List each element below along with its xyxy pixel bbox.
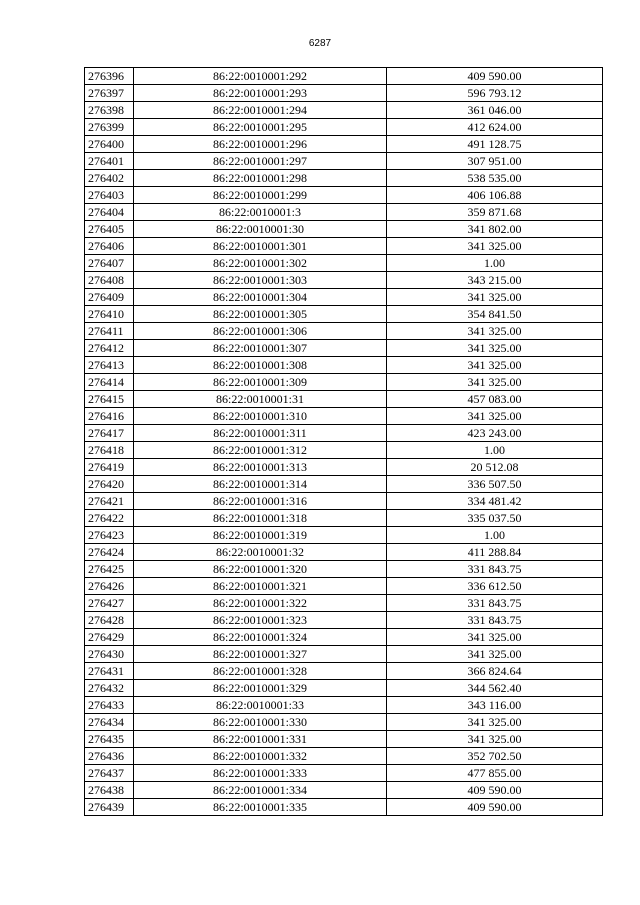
- cadastral-number-cell: 86:22:0010001:309: [134, 374, 387, 391]
- record-number-cell: 276430: [85, 646, 134, 663]
- record-number-cell: 276418: [85, 442, 134, 459]
- cadastral-number-cell: 86:22:0010001:32: [134, 544, 387, 561]
- cadastral-value-cell: 412 624.00: [387, 119, 603, 136]
- table-row: [85, 170, 603, 187]
- cadastral-number-cell: 86:22:0010001:311: [134, 425, 387, 442]
- cadastral-value-cell: 477 855.00: [387, 765, 603, 782]
- cadastral-value-cell: 341 325.00: [387, 357, 603, 374]
- record-number-cell: 276396: [85, 68, 134, 85]
- cadastral-number-cell: 86:22:0010001:313: [134, 459, 387, 476]
- page-number: 6287: [308, 38, 332, 49]
- table-row: [85, 680, 603, 697]
- cadastral-number-cell: 86:22:0010001:33: [134, 697, 387, 714]
- cadastral-value-cell: 341 325.00: [387, 408, 603, 425]
- table-row: [85, 119, 603, 136]
- cadastral-number-cell: 86:22:0010001:303: [134, 272, 387, 289]
- cadastral-number-cell: 86:22:0010001:320: [134, 561, 387, 578]
- cadastral-number-cell: 86:22:0010001:302: [134, 255, 387, 272]
- cadastral-number-cell: 86:22:0010001:295: [134, 119, 387, 136]
- cadastral-number-cell: 86:22:0010001:306: [134, 323, 387, 340]
- record-number-cell: 276437: [85, 765, 134, 782]
- record-number-cell: 276423: [85, 527, 134, 544]
- cadastral-value-cell: 1.00: [387, 255, 603, 272]
- table-row: [85, 153, 603, 170]
- record-number-cell: 276412: [85, 340, 134, 357]
- cadastral-value-cell: 359 871.68: [387, 204, 603, 221]
- record-number-cell: 276409: [85, 289, 134, 306]
- record-number-cell: 276400: [85, 136, 134, 153]
- table-row: [85, 476, 603, 493]
- cadastral-value-cell: 341 325.00: [387, 646, 603, 663]
- cadastral-number-cell: 86:22:0010001:321: [134, 578, 387, 595]
- table-row: [85, 493, 603, 510]
- record-number-cell: 276415: [85, 391, 134, 408]
- record-number-cell: 276417: [85, 425, 134, 442]
- cadastral-value-cell: 331 843.75: [387, 561, 603, 578]
- table-row: [85, 799, 603, 816]
- table-row: [85, 255, 603, 272]
- table-row: [85, 238, 603, 255]
- cadastral-value-cell: 341 325.00: [387, 238, 603, 255]
- record-number-cell: 276426: [85, 578, 134, 595]
- table-row: [85, 357, 603, 374]
- cadastral-value-cell: 341 325.00: [387, 323, 603, 340]
- cadastral-number-cell: 86:22:0010001:327: [134, 646, 387, 663]
- cadastral-value-cell: 20 512.08: [387, 459, 603, 476]
- cadastral-value-cell: 331 843.75: [387, 595, 603, 612]
- cadastral-number-cell: 86:22:0010001:304: [134, 289, 387, 306]
- record-number-cell: 276398: [85, 102, 134, 119]
- cadastral-number-cell: 86:22:0010001:323: [134, 612, 387, 629]
- table-row: [85, 340, 603, 357]
- table-row: [85, 306, 603, 323]
- record-number-cell: 276403: [85, 187, 134, 204]
- cadastral-value-cell: 409 590.00: [387, 799, 603, 816]
- cadastral-number-cell: 86:22:0010001:330: [134, 714, 387, 731]
- record-number-cell: 276432: [85, 680, 134, 697]
- cadastral-number-cell: 86:22:0010001:296: [134, 136, 387, 153]
- cadastral-value-cell: 335 037.50: [387, 510, 603, 527]
- cadastral-value-cell: 341 325.00: [387, 714, 603, 731]
- table-row: [85, 510, 603, 527]
- cadastral-number-cell: 86:22:0010001:299: [134, 187, 387, 204]
- table-row: [85, 221, 603, 238]
- table-row: [85, 731, 603, 748]
- record-number-cell: 276404: [85, 204, 134, 221]
- cadastral-number-cell: 86:22:0010001:331: [134, 731, 387, 748]
- record-number-cell: 276439: [85, 799, 134, 816]
- record-number-cell: 276413: [85, 357, 134, 374]
- table-row: [85, 527, 603, 544]
- cadastral-value-cell: 307 951.00: [387, 153, 603, 170]
- table-body: [85, 68, 603, 816]
- record-number-cell: 276411: [85, 323, 134, 340]
- cadastral-number-cell: 86:22:0010001:322: [134, 595, 387, 612]
- cadastral-number-cell: 86:22:0010001:316: [134, 493, 387, 510]
- cadastral-value-cell: 341 325.00: [387, 374, 603, 391]
- cadastral-value-cell: 334 481.42: [387, 493, 603, 510]
- table-row: [85, 102, 603, 119]
- table-row: [85, 391, 603, 408]
- cadastral-number-cell: 86:22:0010001:308: [134, 357, 387, 374]
- record-number-cell: 276433: [85, 697, 134, 714]
- table-row: [85, 408, 603, 425]
- cadastral-value-cell: 411 288.84: [387, 544, 603, 561]
- cadastral-number-cell: 86:22:0010001:31: [134, 391, 387, 408]
- cadastral-value-cell: 538 535.00: [387, 170, 603, 187]
- table-row: [85, 714, 603, 731]
- table-row: [85, 663, 603, 680]
- cadastral-value-cell: 341 325.00: [387, 340, 603, 357]
- table-row: [85, 578, 603, 595]
- cadastral-value-cell: 331 843.75: [387, 612, 603, 629]
- cadastral-value-cell: 596 793.12: [387, 85, 603, 102]
- record-number-cell: 276428: [85, 612, 134, 629]
- record-number-cell: 276419: [85, 459, 134, 476]
- cadastral-value-cell: 341 325.00: [387, 629, 603, 646]
- table-row: [85, 425, 603, 442]
- cadastral-number-cell: 86:22:0010001:314: [134, 476, 387, 493]
- cadastral-value-cell: 457 083.00: [387, 391, 603, 408]
- cadastral-value-cell: 341 325.00: [387, 289, 603, 306]
- record-number-cell: 276434: [85, 714, 134, 731]
- table-row: [85, 323, 603, 340]
- cadastral-number-cell: 86:22:0010001:312: [134, 442, 387, 459]
- table-row: [85, 85, 603, 102]
- record-number-cell: 276402: [85, 170, 134, 187]
- table-row: [85, 68, 603, 85]
- record-number-cell: 276422: [85, 510, 134, 527]
- cadastral-number-cell: 86:22:0010001:293: [134, 85, 387, 102]
- cadastral-number-cell: 86:22:0010001:328: [134, 663, 387, 680]
- record-number-cell: 276427: [85, 595, 134, 612]
- cadastral-value-cell: 343 116.00: [387, 697, 603, 714]
- table-row: [85, 544, 603, 561]
- cadastral-number-cell: 86:22:0010001:329: [134, 680, 387, 697]
- table-row: [85, 629, 603, 646]
- cadastral-value-cell: 409 590.00: [387, 782, 603, 799]
- cadastral-value-cell: 343 215.00: [387, 272, 603, 289]
- cadastral-value-cell: 409 590.00: [387, 68, 603, 85]
- cadastral-number-cell: 86:22:0010001:307: [134, 340, 387, 357]
- record-number-cell: 276414: [85, 374, 134, 391]
- table-row: [85, 374, 603, 391]
- table-row: [85, 442, 603, 459]
- table-row: [85, 187, 603, 204]
- record-number-cell: 276401: [85, 153, 134, 170]
- cadastral-number-cell: 86:22:0010001:324: [134, 629, 387, 646]
- cadastral-number-cell: 86:22:0010001:319: [134, 527, 387, 544]
- record-number-cell: 276410: [85, 306, 134, 323]
- cadastral-number-cell: 86:22:0010001:332: [134, 748, 387, 765]
- cadastral-number-cell: 86:22:0010001:334: [134, 782, 387, 799]
- record-number-cell: 276435: [85, 731, 134, 748]
- record-number-cell: 276399: [85, 119, 134, 136]
- table-row: [85, 782, 603, 799]
- cadastral-number-cell: 86:22:0010001:333: [134, 765, 387, 782]
- table-row: [85, 289, 603, 306]
- cadastral-value-cell: 423 243.00: [387, 425, 603, 442]
- record-number-cell: 276397: [85, 85, 134, 102]
- record-number-cell: 276429: [85, 629, 134, 646]
- record-number-cell: 276420: [85, 476, 134, 493]
- cadastral-value-cell: 336 612.50: [387, 578, 603, 595]
- cadastral-value-cell: 341 325.00: [387, 731, 603, 748]
- record-number-cell: 276436: [85, 748, 134, 765]
- record-number-cell: 276425: [85, 561, 134, 578]
- cadastral-number-cell: 86:22:0010001:298: [134, 170, 387, 187]
- cadastral-value-cell: 1.00: [387, 442, 603, 459]
- cadastral-number-cell: 86:22:0010001:294: [134, 102, 387, 119]
- record-number-cell: 276421: [85, 493, 134, 510]
- cadastral-value-cell: 344 562.40: [387, 680, 603, 697]
- cadastral-number-cell: 86:22:0010001:335: [134, 799, 387, 816]
- table-row: [85, 595, 603, 612]
- cadastral-number-cell: 86:22:0010001:318: [134, 510, 387, 527]
- cadastral-value-cell: 336 507.50: [387, 476, 603, 493]
- cadastral-value-cell: 406 106.88: [387, 187, 603, 204]
- table-row: [85, 136, 603, 153]
- cadastral-value-cell: 341 802.00: [387, 221, 603, 238]
- cadastral-number-cell: 86:22:0010001:310: [134, 408, 387, 425]
- table-row: [85, 612, 603, 629]
- record-number-cell: 276438: [85, 782, 134, 799]
- cadastral-number-cell: 86:22:0010001:301: [134, 238, 387, 255]
- cadastral-number-cell: 86:22:0010001:297: [134, 153, 387, 170]
- table-row: [85, 765, 603, 782]
- table-row: [85, 204, 603, 221]
- table-row: [85, 272, 603, 289]
- cadastral-number-cell: 86:22:0010001:292: [134, 68, 387, 85]
- table-row: [85, 748, 603, 765]
- record-number-cell: 276406: [85, 238, 134, 255]
- table-row: [85, 561, 603, 578]
- cadastral-value-cell: 354 841.50: [387, 306, 603, 323]
- cadastral-value-table: [84, 67, 603, 816]
- cadastral-value-cell: 352 702.50: [387, 748, 603, 765]
- table-row: [85, 459, 603, 476]
- cadastral-value-cell: 361 046.00: [387, 102, 603, 119]
- table-row: [85, 646, 603, 663]
- cadastral-number-cell: 86:22:0010001:305: [134, 306, 387, 323]
- record-number-cell: 276407: [85, 255, 134, 272]
- record-number-cell: 276408: [85, 272, 134, 289]
- table-row: [85, 697, 603, 714]
- cadastral-value-cell: 1.00: [387, 527, 603, 544]
- record-number-cell: 276416: [85, 408, 134, 425]
- record-number-cell: 276424: [85, 544, 134, 561]
- cadastral-number-cell: 86:22:0010001:30: [134, 221, 387, 238]
- cadastral-value-cell: 491 128.75: [387, 136, 603, 153]
- record-number-cell: 276405: [85, 221, 134, 238]
- cadastral-number-cell: 86:22:0010001:3: [134, 204, 387, 221]
- record-number-cell: 276431: [85, 663, 134, 680]
- cadastral-value-cell: 366 824.64: [387, 663, 603, 680]
